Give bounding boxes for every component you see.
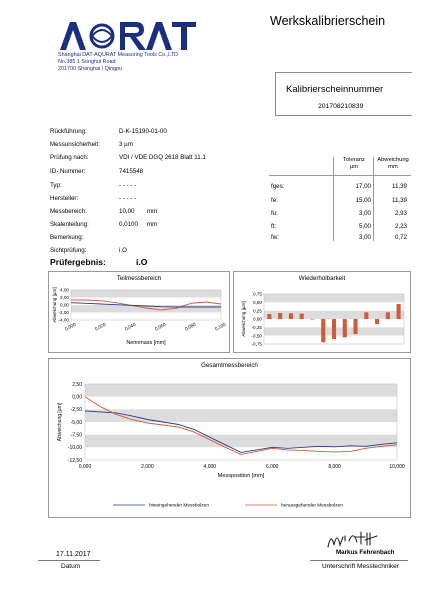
tolerance-value: 5,00 — [358, 223, 371, 230]
repeatability-chart — [234, 272, 410, 352]
chart-title: Wiederholbarkeit — [298, 275, 346, 282]
y-tick-label: -4,00 — [58, 317, 69, 323]
info-label: Skalenteilung: — [50, 221, 89, 228]
y-tick-label: 0,50 — [253, 299, 262, 305]
y-tick-label: 4,00 — [60, 287, 69, 293]
y-tick-label: 0,00 — [60, 302, 69, 308]
info-value: D-K-15190-01-00 — [119, 128, 167, 135]
info-value: 10,00 — [119, 208, 135, 215]
info-value: 0,0100 — [119, 221, 138, 228]
x-tick-label: 0,000 — [64, 321, 77, 332]
company-address — [58, 52, 178, 72]
bar — [364, 312, 368, 319]
tolerance-header-unit: µm — [349, 164, 359, 171]
x-axis-label: Nennmass [mm] — [126, 340, 166, 346]
y-tick-label: -2,50 — [70, 407, 82, 414]
info-unit: mm — [147, 208, 158, 215]
partial-range-chart — [49, 272, 229, 352]
y-axis-label: Abweichung [µm] — [57, 402, 63, 442]
signature-rule — [310, 560, 408, 561]
chart-title: Gesamtmessbereich — [201, 362, 258, 369]
tolerance-row-name: ft: — [271, 223, 277, 230]
company-logo — [58, 20, 218, 72]
bar — [267, 314, 271, 319]
y-tick-label: -10,00 — [67, 445, 82, 452]
info-label: Prüfung nach: — [50, 154, 89, 161]
bar — [321, 319, 325, 342]
date-label: Datum — [61, 563, 81, 570]
x-tick-label: 6,000 — [265, 464, 279, 470]
deviation-value: 0,72 — [394, 234, 407, 241]
bar — [300, 314, 304, 319]
tolerance-row-name: fu: — [271, 210, 278, 217]
certificate-number-label: Kalibrierscheinnummer — [286, 84, 384, 95]
info-label: Rückführung: — [50, 128, 87, 135]
signer-name: Markus Fehrenbach — [336, 549, 395, 556]
bar — [375, 319, 379, 324]
y-tick-label: -0,75 — [251, 341, 262, 347]
y-axis-label: Abweichung [µm] — [52, 287, 57, 323]
grid-band — [264, 311, 404, 319]
info-value: i.O — [119, 247, 127, 254]
company-line: Shanghai DAT-AQURAT Measuring Tools Co.,LTD — [58, 52, 178, 58]
full-range-panel — [48, 358, 411, 518]
info-unit: mm — [147, 221, 158, 228]
deviation-header-line: Abweichung — [377, 157, 409, 163]
date-rule — [38, 560, 100, 561]
x-tick-label: 10,000 — [389, 464, 405, 470]
tolerance-value: 17,00 — [355, 183, 371, 190]
info-value: - - - - - — [119, 195, 137, 202]
grid-band — [264, 302, 404, 310]
y-tick-label: -7,50 — [70, 432, 82, 439]
bar — [310, 319, 314, 320]
document-title: Werkskalibrierschein — [270, 14, 386, 28]
info-label: Bemerkung: — [50, 234, 84, 241]
signature — [325, 528, 385, 550]
bar — [278, 313, 282, 319]
result-value: i.O — [136, 257, 148, 267]
repeatability-panel — [233, 271, 411, 353]
y-tick-label: 2,00 — [60, 295, 69, 301]
company-line: No.385 1 Songhui Road — [58, 58, 116, 65]
table-header-rule — [269, 175, 411, 176]
bar — [343, 319, 347, 337]
info-label: ID- Nummer: — [50, 168, 86, 175]
full-range-chart — [49, 359, 410, 517]
tolerance-row-name: fe: — [271, 197, 278, 204]
x-tick-label: 2,000 — [141, 464, 154, 470]
y-axis-label: Abweichung [µm] — [241, 301, 246, 337]
tolerance-value: 3,00 — [358, 210, 371, 217]
bar — [353, 319, 357, 334]
x-tick-label: 8,000 — [328, 464, 341, 470]
y-tick-label: 0,75 — [253, 291, 262, 297]
y-tick-label: 0,00 — [253, 316, 262, 322]
y-tick-label: -0,50 — [251, 333, 262, 339]
info-label: Messunsicherheit: — [50, 141, 100, 148]
x-tick-label: 0,000 — [78, 464, 92, 470]
x-tick-label: 0,100 — [214, 321, 227, 332]
tolerance-value: 15,00 — [355, 197, 371, 204]
deviation-header-unit: mm — [388, 164, 398, 171]
partial-range-panel — [48, 271, 230, 353]
bar — [397, 304, 401, 319]
x-tick-label: 4,000 — [203, 464, 217, 470]
deviation-value: 2,23 — [394, 223, 407, 230]
tolerance-header-line: Toleranz — [343, 157, 365, 163]
grid-band — [71, 290, 221, 298]
info-value: 3 µm — [119, 141, 133, 148]
info-label: Typ: — [50, 182, 62, 189]
tolerance-value: 3,00 — [358, 234, 371, 241]
grid-band — [85, 384, 397, 397]
y-tick-label: -12,50 — [67, 457, 82, 464]
legend-label: hineingehender Messbolzen — [149, 503, 210, 509]
legend-label: herausgehender Messbolzen — [281, 503, 343, 509]
x-tick-label: 0,020 — [94, 321, 107, 332]
certificate-number: 201708210839 — [318, 103, 364, 110]
y-tick-label: 2,50 — [72, 381, 82, 388]
y-tick-label: -0,25 — [251, 324, 262, 330]
tolerance-row-name: fw: — [271, 234, 279, 241]
x-tick-label: 0,060 — [154, 321, 167, 332]
chart-title: Teilmessbereich — [116, 275, 162, 282]
signer-label: Unterschrift Messtechniker — [322, 563, 399, 570]
x-tick-label: 0,080 — [184, 321, 197, 332]
info-value: - - - - - — [119, 182, 137, 189]
deviation-header — [373, 157, 413, 171]
deviation-value: 11,39 — [391, 197, 407, 204]
tolerance-table — [269, 157, 411, 241]
company-line: 201700 Shanghai / Qingpu — [58, 65, 123, 72]
bar — [332, 319, 336, 339]
deviation-value: 11,39 — [391, 183, 407, 190]
grid-band — [85, 422, 397, 435]
info-value: 7415548 — [119, 168, 144, 175]
y-tick-label: 0,00 — [72, 394, 82, 401]
y-tick-label: -2,00 — [58, 310, 69, 316]
grid-band — [85, 447, 397, 460]
tolerance-header — [333, 157, 375, 171]
y-tick-label: -5,00 — [70, 419, 82, 426]
x-tick-label: 0,040 — [124, 321, 137, 332]
date-value: 17.11.2017 — [56, 551, 91, 558]
info-label: Sichtprüfung: — [50, 247, 87, 254]
bar — [289, 313, 293, 319]
info-label: Messbereich: — [50, 208, 87, 215]
y-tick-label: 0,25 — [253, 308, 262, 314]
x-axis-label: Messposition [mm] — [217, 473, 265, 479]
grid-band — [71, 313, 221, 321]
bar — [386, 312, 390, 319]
deviation-value: 2,93 — [394, 210, 407, 217]
tolerance-row-name: fges: — [271, 183, 285, 190]
info-label: Hersteller: — [50, 195, 79, 202]
grid-band — [264, 294, 404, 302]
result-label: Prüfergebnis: — [50, 257, 106, 267]
info-value: VDI / VDE DGQ 2618 Blatt 11.1 — [119, 154, 206, 161]
logo-mark — [58, 20, 218, 52]
grid-band — [85, 397, 397, 410]
